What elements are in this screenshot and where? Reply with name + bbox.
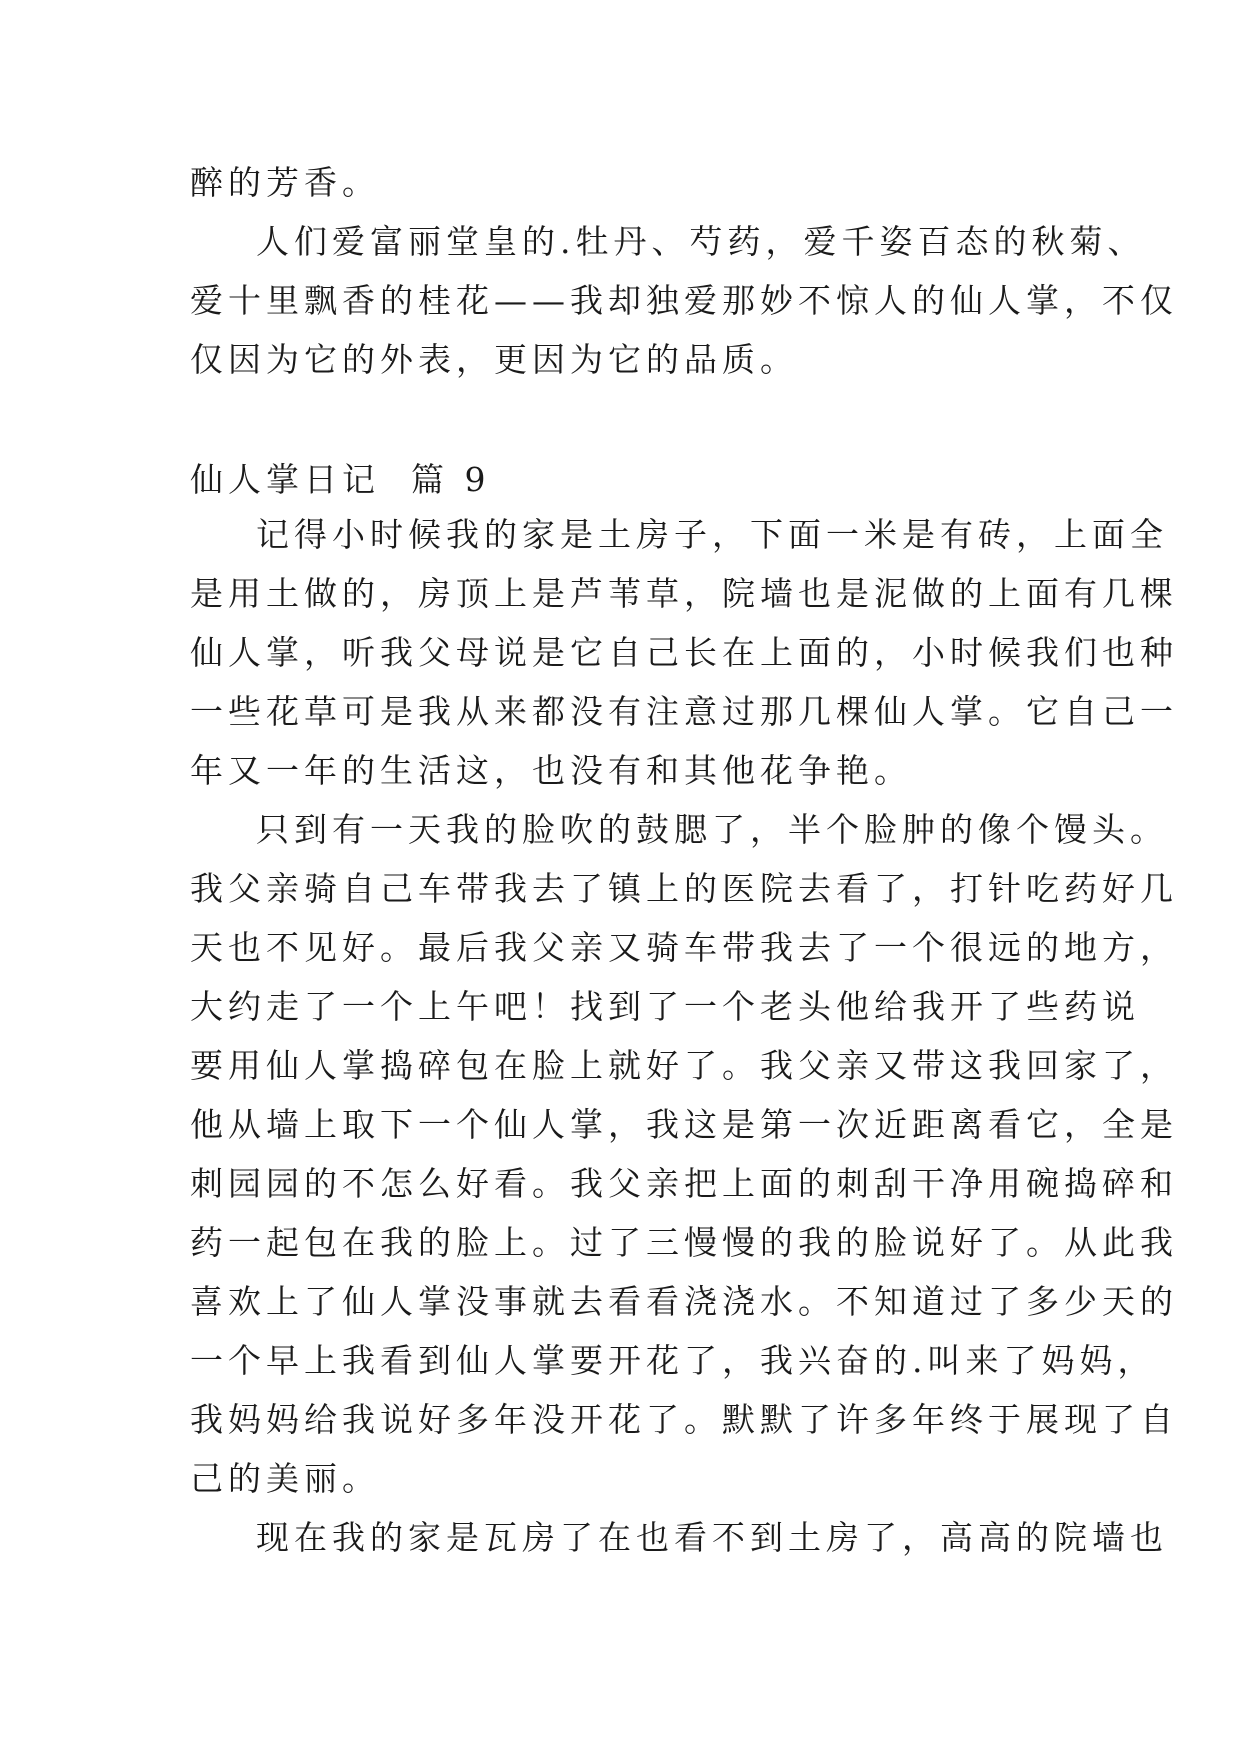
body-passage: [190, 505, 1178, 1567]
paragraph-line: 一个早上我看到仙人掌要开花了，我兴奋的.叫来了妈妈，: [190, 1341, 1156, 1380]
section-heading-block: [190, 450, 1070, 509]
paragraph-line: 要用仙人掌捣碎包在脸上就好了。我父亲又带这我回家了，: [190, 1046, 1178, 1085]
paragraph-line: 人们爱富丽堂皇的.牡丹、芍药，爱千姿百态的秋菊、: [256, 222, 1146, 261]
paragraph-line: 天也不见好。最后我父亲又骑车带我去了一个很远的地方，: [190, 928, 1178, 967]
paragraph-line: 只到有一天我的脸吹的鼓腮了，半个脸肿的像个馒头。: [256, 810, 1168, 849]
section-heading: 仙人掌日记 篇 9: [190, 460, 491, 499]
paragraph-line: 我父亲骑自己车带我去了镇上的医院去看了，打针吃药好几: [190, 869, 1178, 908]
paragraph-line: 醉的芳香。: [190, 163, 380, 202]
paragraph-line: 喜欢上了仙人掌没事就去看看浇浇水。不知道过了多少天的: [190, 1282, 1178, 1321]
paragraph-line: 他从墙上取下一个仙人掌，我这是第一次近距离看它，全是: [190, 1105, 1178, 1144]
paragraph-line: 是用土做的，房顶上是芦苇草，院墙也是泥做的上面有几棵: [190, 574, 1178, 613]
paragraph-line: 爱十里飘香的桂花——我却独爱那妙不惊人的仙人掌，不仅: [190, 281, 1178, 320]
paragraph-line: 我妈妈给我说好多年没开花了。默默了许多年终于展现了自: [190, 1400, 1178, 1439]
paragraph-line: 一些花草可是我从来都没有注意过那几棵仙人掌。它自己一: [190, 692, 1178, 731]
paragraph-line: 刺园园的不怎么好看。我父亲把上面的刺刮干净用碗捣碎和: [190, 1164, 1178, 1203]
paragraph-line: 年又一年的生活这，也没有和其他花争艳。: [190, 751, 912, 790]
paragraph-line: 现在我的家是瓦房了在也看不到土房了，高高的院墙也: [256, 1518, 1168, 1557]
paragraph-line: 大约走了一个上午吧！找到了一个老头他给我开了些药说: [190, 987, 1140, 1026]
paragraph-line: 记得小时候我的家是土房子，下面一米是有砖，上面全: [256, 515, 1168, 554]
paragraph-line: 仅因为它的外表，更因为它的品质。: [190, 340, 798, 379]
intro-passage: [190, 153, 1178, 389]
paragraph-line: 仙人掌，听我父母说是它自己长在上面的，小时候我们也种: [190, 633, 1178, 672]
paragraph-line: 己的美丽。: [190, 1459, 380, 1498]
paragraph-line: 药一起包在我的脸上。过了三慢慢的我的脸说好了。从此我: [190, 1223, 1178, 1262]
